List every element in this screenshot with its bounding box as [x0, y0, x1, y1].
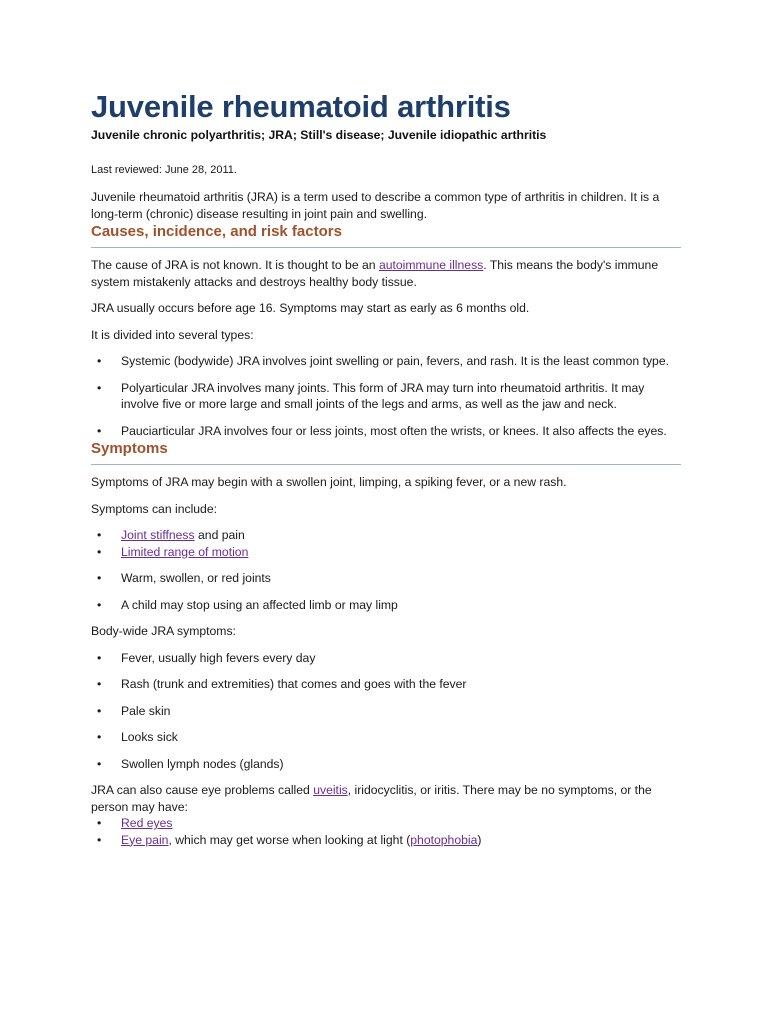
bullet-icon: • [97, 354, 102, 368]
bullet-icon: • [97, 571, 102, 585]
autoimmune-illness-link[interactable]: autoimmune illness [378, 258, 484, 272]
list-item [91, 353, 681, 370]
bullet-icon: • [97, 528, 102, 542]
list-item-text: Looks sick [121, 730, 178, 744]
section-heading-symptoms: Symptoms [91, 439, 681, 465]
eye-problems-paragraph [91, 782, 681, 815]
eye-text-after: , iridocyclitis, or iritis. There may be no symptoms, or the person may have: [91, 783, 652, 814]
list-item-text: Polyarticular JRA involves many joints. This form of JRA may turn into rheumatoid arthritis. It may involve five or more large and small joints of the legs and arms, as well as the jaw and neck. [121, 380, 645, 411]
causes-paragraph-1 [91, 257, 681, 290]
document-page [91, 88, 681, 848]
list-item [91, 570, 681, 587]
joint-stiffness-link[interactable]: Joint stiffness [121, 528, 195, 542]
list-item [91, 729, 681, 746]
bullet-icon: • [97, 756, 102, 771]
bullet-icon: • [97, 650, 102, 665]
list-item [91, 423, 681, 440]
list-item-text: Fever, usually high fevers every day [121, 650, 316, 665]
list-item [91, 380, 681, 413]
list-item-text: Warm, swollen, or red joints [121, 571, 271, 585]
limited-range-of-motion-link[interactable]: Limited range of motion [121, 544, 249, 559]
uveitis-link[interactable]: uveitis [313, 783, 348, 797]
red-eyes-link[interactable]: Red eyes [121, 816, 173, 830]
list-item-text: Swollen lymph nodes (glands) [121, 756, 284, 771]
list-item [91, 544, 681, 561]
page-subtitle: Juvenile chronic polyarthritis; JRA; Still's disease; Juvenile idiopathic arthritis [91, 128, 547, 142]
list-item [91, 832, 681, 849]
bullet-icon: • [97, 544, 102, 559]
list-item-text: Pauciarticular JRA involves four or less joints, most often the wrists, or knees. It also affects the eyes. [121, 423, 667, 438]
jra-types-list [91, 353, 681, 439]
bullet-icon: • [97, 832, 102, 847]
eye-pain-link[interactable]: Eye pain [121, 832, 169, 847]
list-item [91, 650, 681, 667]
bullet-icon: • [97, 703, 102, 718]
list-item-text: Systemic (bodywide) JRA involves joint swelling or pain, fevers, and rash. It is the least common type. [121, 354, 669, 368]
list-item [91, 527, 681, 544]
symptoms-list [91, 527, 681, 613]
last-reviewed: Last reviewed: June 28, 2011. [91, 164, 237, 176]
photophobia-link[interactable]: photophobia [410, 832, 478, 847]
list-item-text: Rash (trunk and extremities) that comes and goes with the fever [121, 677, 467, 691]
list-item-text: ) [477, 832, 482, 847]
bullet-icon: • [97, 423, 102, 438]
bodywide-label: Body-wide JRA symptoms: [91, 624, 236, 638]
list-item-text: Pale skin [121, 703, 171, 718]
bullet-icon: • [97, 677, 102, 691]
page-title: Juvenile rheumatoid arthritis [91, 89, 511, 124]
list-item [91, 756, 681, 773]
causes-text-after: . This means the body's immune system mistakenly attacks and destroys healthy body tissue. [91, 258, 659, 289]
list-item [91, 597, 681, 614]
eye-symptoms-list [91, 815, 681, 848]
symptoms-paragraph-2: Symptoms can include: [91, 501, 217, 516]
intro-paragraph: Juvenile rheumatoid arthritis (JRA) is a term used to describe a common type of arthritis in children. It is a long-term (chronic) disease resulting in joint pain and swelling. [91, 190, 660, 221]
section-heading-causes: Causes, incidence, and risk factors [91, 222, 681, 248]
list-item [91, 815, 681, 832]
bullet-icon: • [97, 380, 102, 395]
bodywide-symptoms-list [91, 650, 681, 773]
bullet-icon: • [97, 816, 102, 830]
bullet-icon: • [97, 597, 102, 612]
eye-text-before: JRA can also cause eye problems called [91, 783, 314, 797]
causes-paragraph-3: It is divided into several types: [91, 327, 254, 342]
causes-paragraph-2: JRA usually occurs before age 16. Symptoms may start as early as 6 months old. [91, 301, 530, 315]
list-item-text: A child may stop using an affected limb or may limp [121, 597, 398, 612]
list-item [91, 703, 681, 720]
list-item [91, 676, 681, 693]
list-item-text: and pain [194, 528, 245, 542]
causes-text-before: The cause of JRA is not known. It is thought to be an [91, 258, 379, 272]
bullet-icon: • [97, 730, 102, 744]
symptoms-paragraph-1: Symptoms of JRA may begin with a swollen joint, limping, a spiking fever, or a new rash. [91, 475, 567, 489]
list-item-text: , which may get worse when looking at light ( [168, 832, 411, 847]
